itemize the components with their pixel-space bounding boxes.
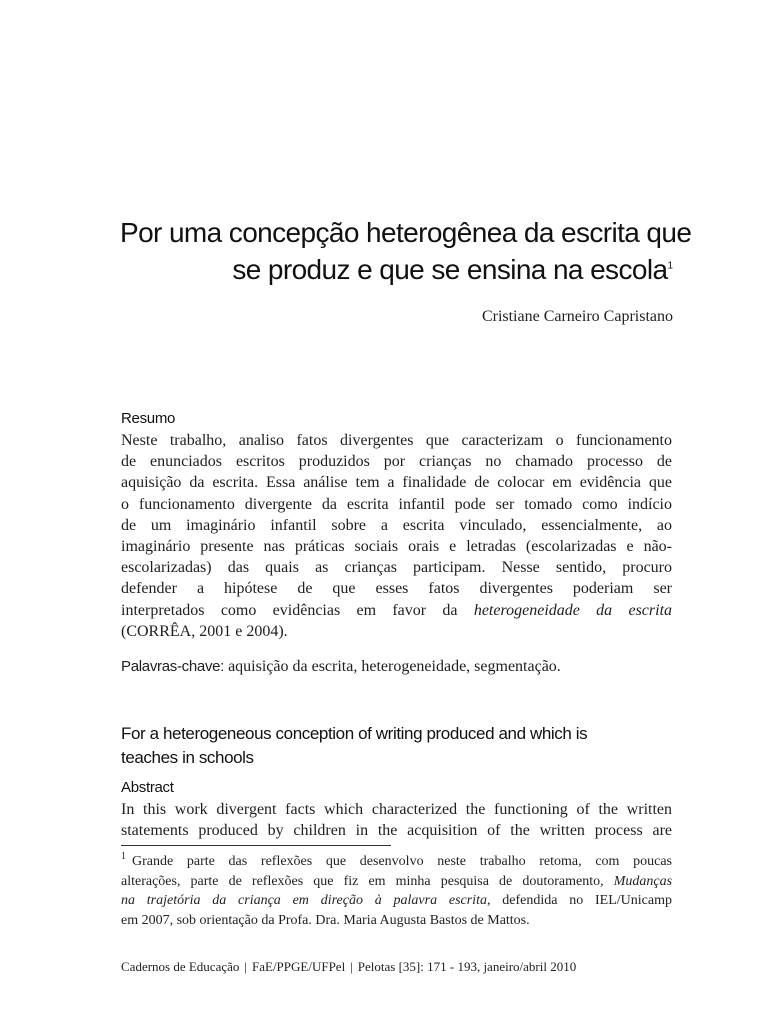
resumo-line: imaginário presente nas práticas sociais orais e letradas (escolarizadas e não- bbox=[121, 538, 672, 556]
abstract-line: statements produced by children in the acquisition of the written process are bbox=[121, 822, 672, 840]
keywords bbox=[121, 658, 672, 676]
running-footer bbox=[121, 959, 672, 975]
footer-separator: | bbox=[244, 959, 247, 974]
resumo-line: aquisição da escrita. Essa análise tem a finalidade de colocar em evidência que bbox=[121, 474, 672, 492]
footer-journal: Cadernos de Educação bbox=[121, 959, 240, 974]
abstract-body bbox=[121, 799, 672, 841]
keywords-label: Palavras-chave: bbox=[121, 658, 225, 675]
footnote-line-2-italic: Mudanças bbox=[613, 873, 673, 889]
resumo-line: (CORRÊA, 2001 e 2004). bbox=[121, 622, 288, 640]
title-footnote-ref[interactable]: 1 bbox=[667, 260, 673, 272]
resumo-line: defender a hipótese de que esses fatos divergentes poderiam ser bbox=[121, 580, 672, 598]
resumo-line-9-plain: interpretados como evidências em favor da bbox=[121, 601, 458, 619]
resumo-line: o funcionamento divergente da escrita infantil pode ser tomado como indício bbox=[121, 495, 672, 513]
article-title bbox=[120, 214, 692, 288]
english-title-line-2: teaches in schools bbox=[121, 748, 254, 767]
resumo-line: de enunciados escritos produzidos por crianças no chamado processo de bbox=[121, 453, 672, 471]
author-name: Cristiane Carneiro Capristano bbox=[481, 308, 673, 325]
footnote-line-2-plain: alterações, parte de reflexões que fiz em minha pesquisa de doutoramento, bbox=[121, 873, 604, 889]
footnote-line-3-italic: na trajetória da criança em direção à palavra escrita bbox=[121, 893, 487, 908]
footer-citation: Pelotas [35]: 171 - 193, janeiro/abril 2010 bbox=[357, 959, 577, 974]
resumo-line-9-italic: heterogeneidade da escrita bbox=[473, 601, 673, 619]
footnote-line-1-text: Grande parte das reflexões que desenvolvo neste trabalho retoma, com poucas bbox=[132, 854, 672, 869]
resumo-line: Neste trabalho, analiso fatos divergentes que caracterizam o funcionamento bbox=[121, 432, 672, 449]
footnote-divider bbox=[121, 845, 391, 846]
footnote-line: em 2007, sob orientação da Profa. Dra. Maria Augusta Bastos de Mattos. bbox=[121, 912, 530, 928]
resumo-line: de um imaginário infantil sobre a escrita vinculado, essencialmente, ao bbox=[121, 516, 672, 534]
footer-institution: FaE/PPGE/UFPel bbox=[252, 959, 346, 974]
footnote bbox=[121, 852, 672, 930]
footnote-line-3-plain: , defendida no IEL/Unicamp bbox=[486, 893, 672, 908]
english-title-line-1: For a heterogeneous conception of writing produced and which is bbox=[121, 724, 588, 743]
footnote-line bbox=[121, 872, 672, 892]
resumo-heading: Resumo bbox=[121, 410, 176, 427]
english-title bbox=[121, 722, 672, 770]
resumo-line bbox=[121, 600, 672, 621]
keywords-text: aquisição da escrita, heterogeneidade, segmentação. bbox=[228, 658, 561, 675]
footnote-number: 1 bbox=[121, 851, 126, 863]
abstract-line: In this work divergent facts which characterized the functioning of the written bbox=[121, 801, 672, 818]
title-line-1: Por uma concepção heterogênea da escrita que bbox=[120, 217, 692, 248]
resumo-body bbox=[121, 430, 672, 642]
abstract-heading: Abstract bbox=[121, 779, 174, 796]
footer-separator: | bbox=[350, 959, 353, 974]
footnote-line bbox=[121, 891, 672, 911]
title-line-2-text: se produz e que se ensina na escola bbox=[232, 254, 668, 285]
title-line-2 bbox=[120, 251, 673, 288]
resumo-line: escolarizadas) das quais as crianças participam. Nesse sentido, procuro bbox=[121, 559, 672, 577]
footnote-line bbox=[121, 852, 672, 872]
